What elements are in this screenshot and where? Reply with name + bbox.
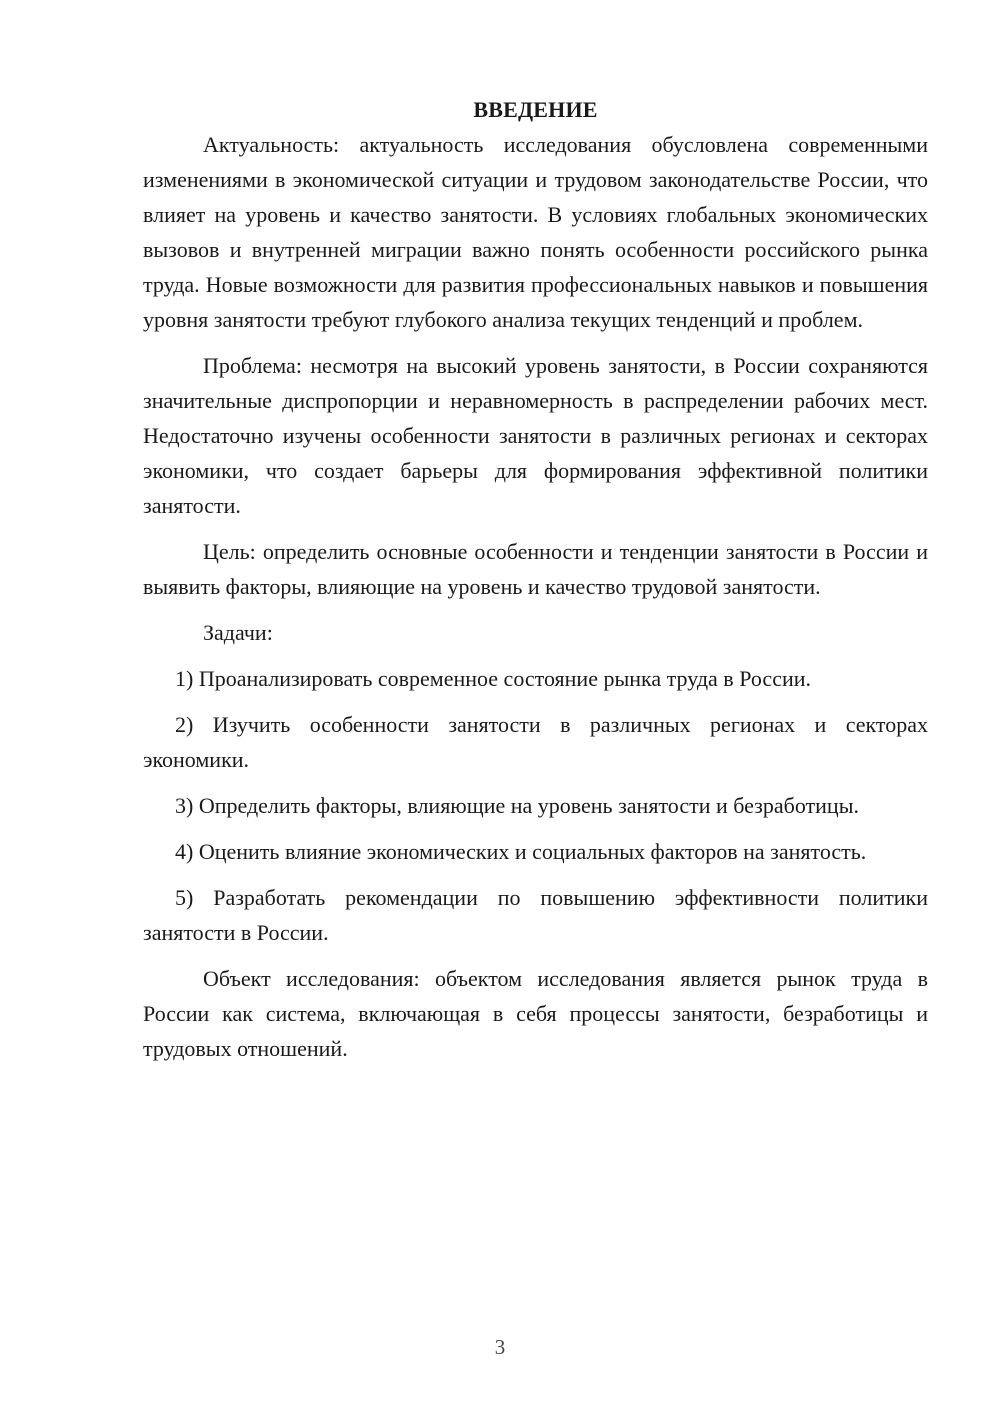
document-page — [143, 92, 928, 1066]
section-title: ВВЕДЕНИЕ — [473, 97, 598, 122]
paragraph-relevance: Актуальность: актуальность исследования обусловлена современными изменениями в экономической ситуации и трудовом законодательстве России, что влияет на уровень и качество занятости. В условиях глобальных экономических вызовов и внутренней миграции важно понять особенности российского рынка труда. Новые возможности для развития профессиональных навыков и повышения уровня занятости требуют глубокого анализа текущих тенденций и проблем. — [143, 132, 928, 332]
page-number: 3 — [494, 1335, 506, 1359]
task-item-2: 2) Изучить особенности занятости в различных регионах и секторах экономики. — [143, 712, 928, 772]
task-item-4: 4) Оценить влияние экономических и социальных факторов на занятость. — [175, 839, 867, 864]
task-item-3: 3) Определить факторы, влияющие на уровень занятости и безработицы. — [175, 793, 859, 818]
tasks-heading: Задачи: — [203, 620, 273, 645]
paragraph-object: Объект исследования: объектом исследования является рынок труда в России как система, включающая в себя процессы занятости, безработицы и трудовых отношений. — [143, 966, 928, 1061]
task-item-5: 5) Разработать рекомендации по повышению эффективности политики занятости в России. — [143, 885, 928, 945]
paragraph-problem: Проблема: несмотря на высокий уровень занятости, в России сохраняются значительные диспропорции и неравномерность в распределении рабочих мест. Недостаточно изучены особенности занятости в различных регионах и секторах экономики, что создает барьеры для формирования эффективной политики занятости. — [143, 353, 928, 518]
paragraph-goal: Цель: определить основные особенности и тенденции занятости в России и выявить факторы, влияющие на уровень и качество трудовой занятости. — [143, 539, 928, 599]
task-item-1: 1) Проанализировать современное состояние рынка труда в России. — [175, 666, 812, 691]
